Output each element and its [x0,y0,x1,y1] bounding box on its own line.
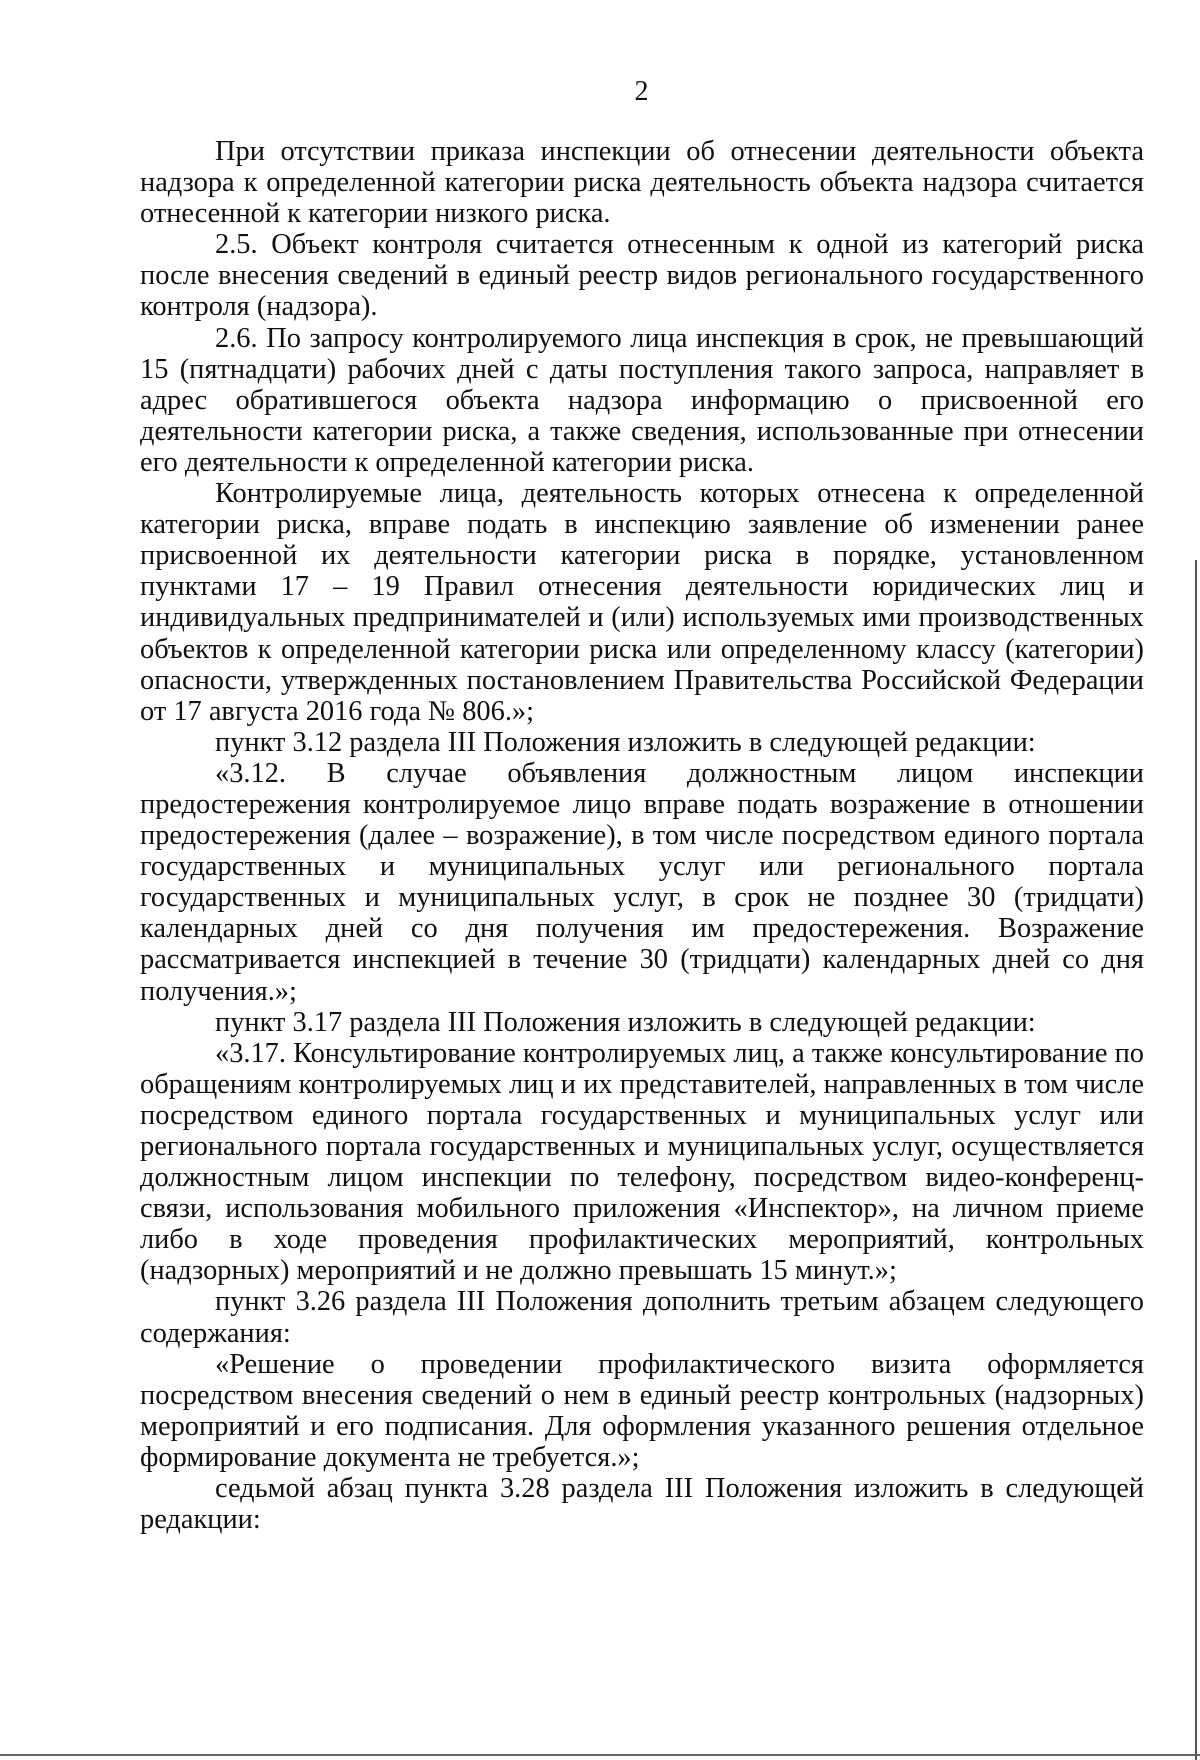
paragraph-risk-category-change: Контролируемые лица, деятельность которых отнесена к определенной категории риска, вправе подать в инспекцию заявление об изменении ранее присвоенной их деятельности категории риска в порядке, установленном пунктами 17 – 19 Правил отнесения деятельности юридических лиц и индивидуальных предпринимателей и (или) используемых ими производственных объектов к определенной категории риска или определенному классу (категории) опасности, утвержденных постановлением Правительства Российской Федерации от 17 августа 2016 года № 806.»; [140,478,1144,727]
scan-edge-right [1195,560,1197,1760]
paragraph-2-5: 2.5. Объект контроля считается отнесенным к одной из категорий риска после внесения сведений в единый реестр видов регионального государственного контроля (надзора). [140,229,1144,323]
paragraph-3-26-text: «Решение о проведении профилактического визита оформляется посредством внесения сведений о нем в единый реестр контрольных (надзорных) мероприятий и его подписания. Для оформления указанного решения отдельное формирование документа не требуется.»; [140,1348,1144,1473]
paragraph-amend-3-26: пункт 3.26 раздела III Положения дополнить третьим абзацем следующего содержания: [140,1286,1144,1349]
page-number: 2 [634,76,649,107]
paragraph-amend-3-28: седьмой абзац пункта 3.28 раздела III Положения изложить в следующей редакции: [140,1473,1144,1536]
paragraph-no-risk-order: При отсутствии приказа инспекции об отнесении деятельности объекта надзора к определенной категории риска деятельность объекта надзора считается отнесенной к категории низкого риска. [140,136,1144,230]
paragraph-amend-3-12: пункт 3.12 раздела III Положения изложить в следующей редакции: [215,726,1036,758]
paragraph-3-12-text: «3.12. В случае объявления должностным лицом инспекции предостережения контролируемое лицо вправе подать возражение в отношении предостережения (далее – возражение), в том числе посредством единого портала государственных и муниципальных услуг или регионального портала государственных и муниципальных услуг, в срок не позднее 30 (тридцати) календарных дней со дня получения им предостережения. Возражение рассматривается инспекцией в течение 30 (тридцати) календарных дней со дня получения.»; [140,757,1144,1007]
paragraph-3-17-text: «3.17. Консультирование контролируемых лиц, а также консультирование по обращениям контролируемых лиц и их представителей, направленных в том числе посредством единого портала государственных и муниципальных услуг или регионального портала государственных и муниципальных услуг, осуществляется должностным лицом инспекции по телефону, посредством видео-конференц-связи, использования мобильного приложения «Инспектор», на личном приеме либо в ходе проведения профилактических мероприятий, контрольных (надзорных) мероприятий и не должно превышать 15 минут.»; [140,1037,1144,1287]
document-body [140,136,1144,1535]
scan-edge-bottom [0,1754,1200,1756]
paragraph-amend-3-17: пункт 3.17 раздела III Положения изложить в следующей редакции: [215,1006,1036,1038]
paragraph-2-6: 2.6. По запросу контролируемого лица инспекция в срок, не превышающий 15 (пятнадцати) рабочих дней с даты поступления такого запроса, направляет в адрес обратившегося объекта надзора информацию о присвоенной его деятельности категории риска, а также сведения, использованные при отнесении его деятельности к определенной категории риска. [140,322,1144,478]
